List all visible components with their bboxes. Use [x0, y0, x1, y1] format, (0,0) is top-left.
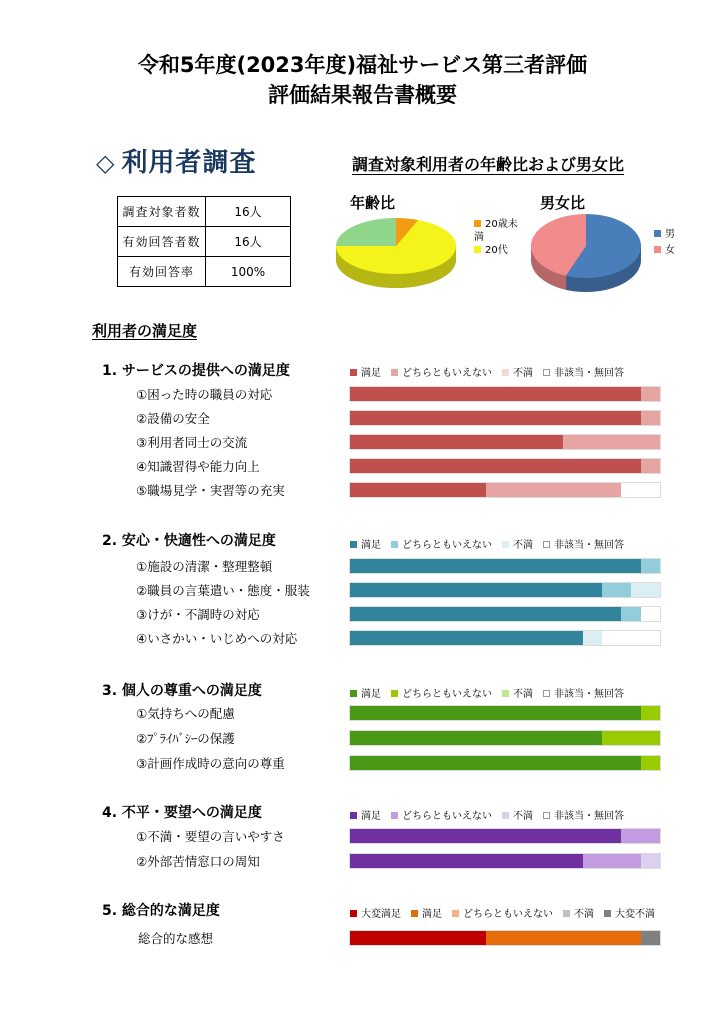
legend-item — [391, 811, 492, 822]
legend-item — [452, 909, 553, 920]
item-label: ②ﾌﾟﾗｲﾊﾞｼｰの保護 — [136, 731, 235, 746]
legend-label: 満足 — [361, 368, 381, 379]
legend-label: 20代 — [485, 245, 508, 256]
item-label: ①気持ちへの配慮 — [136, 706, 235, 721]
item-label: ③けが・不調時の対応 — [136, 607, 260, 622]
item-label: 総合的な感想 — [138, 931, 214, 946]
bar-segment-どちらともいえない — [602, 583, 631, 597]
legend-label: どちらともいえない — [402, 368, 492, 379]
legend-label: 不満 — [574, 909, 594, 920]
legend-label: どちらともいえない — [402, 540, 492, 551]
item-label: ②設備の安全 — [136, 411, 210, 426]
bar-segment-満足 — [350, 459, 641, 473]
legend-label: 不満 — [513, 811, 533, 822]
legend-item — [502, 811, 533, 822]
legend-item — [350, 811, 381, 822]
bar-segment-満足 — [350, 829, 621, 843]
legend-swatch — [654, 246, 661, 253]
item-label: ①困った時の職員の対応 — [136, 387, 273, 402]
section-title-text: 利用者調査 — [121, 148, 257, 178]
legend-item — [604, 909, 655, 920]
item-label: ②職員の言葉遣い・態度・服装 — [136, 583, 310, 598]
stacked-bar — [349, 386, 661, 402]
stacked-bar — [349, 853, 661, 869]
bar-segment-満足 — [350, 731, 602, 745]
stats-label: 調査対象者数 — [118, 197, 206, 227]
stats-value: 100% — [206, 257, 291, 287]
legend-label: 不満 — [513, 540, 533, 551]
stacked-bar — [349, 755, 661, 771]
legend-swatch — [543, 690, 550, 697]
legend-swatch — [350, 910, 357, 917]
legend-swatch — [502, 690, 509, 697]
legend-item — [350, 368, 381, 379]
stats-label: 有効回答者数 — [118, 227, 206, 257]
stacked-bar — [349, 705, 661, 721]
stacked-bar — [349, 582, 661, 598]
legend-item — [543, 368, 624, 379]
legend-swatch — [502, 541, 509, 548]
legend-swatch — [474, 220, 481, 227]
legend-label: 満足 — [361, 811, 381, 822]
legend-item — [411, 909, 442, 920]
legend-item — [502, 689, 533, 700]
legend-item — [502, 540, 533, 551]
item-label: ④いさかい・いじめへの対応 — [136, 631, 298, 646]
pie-slice-(未表示) — [336, 218, 396, 246]
legend-label: 満足 — [422, 909, 442, 920]
bar-segment-非該当・無回答 — [621, 483, 660, 497]
legend-item — [654, 244, 675, 257]
bar-segment-どちらともいえない — [641, 387, 660, 401]
legend-label: 男 — [665, 229, 675, 240]
stats-row — [118, 257, 291, 287]
legend-label: 非該当・無回答 — [554, 540, 624, 551]
legend-swatch — [452, 910, 459, 917]
stats-row — [118, 227, 291, 257]
legend-label: 非該当・無回答 — [554, 811, 624, 822]
legend-item — [543, 540, 624, 551]
stacked-bar — [349, 930, 661, 946]
item-label: ④知識習得や能力向上 — [136, 459, 260, 474]
age-pie-legend — [474, 218, 524, 257]
bar-segment-どちらともいえない — [602, 731, 660, 745]
charts-title: 調査対象利用者の年齢比および男女比 — [351, 155, 624, 174]
legend-item — [350, 540, 381, 551]
item-label: ②外部苦情窓口の周知 — [136, 854, 260, 869]
stats-row — [118, 197, 291, 227]
legend-label: 非該当・無回答 — [554, 368, 624, 379]
stacked-bar — [349, 458, 661, 474]
item-label: ③利用者同士の交流 — [136, 435, 248, 450]
bar-segment-満足 — [350, 706, 641, 720]
legend-label: 大変満足 — [361, 909, 401, 920]
legend-label: 20歳未満 — [474, 219, 518, 243]
item-label: ③計画作成時の意向の尊重 — [136, 756, 285, 771]
legend-swatch — [391, 690, 398, 697]
legend-item — [474, 218, 524, 244]
bar-legend — [350, 685, 634, 700]
stacked-bar — [349, 434, 661, 450]
legend-item — [543, 811, 624, 822]
legend-swatch — [502, 369, 509, 376]
stacked-bar — [349, 828, 661, 844]
bar-segment-満足 — [350, 854, 583, 868]
item-label: ⑤職場見学・実習等の充実 — [136, 483, 285, 498]
bar-segment-どちらともいえない — [563, 435, 660, 449]
report-title-line1: 令和5年度(2023年度)福祉サービス第三者評価 — [137, 53, 588, 77]
stacked-bar — [349, 558, 661, 574]
legend-label: 女 — [665, 245, 675, 256]
group-title: 2. 安心・快適性への満足度 — [102, 533, 276, 549]
stacked-bar — [349, 630, 661, 646]
legend-swatch — [391, 369, 398, 376]
bar-segment-満足 — [350, 631, 583, 645]
legend-swatch — [543, 541, 550, 548]
legend-label: どちらともいえない — [402, 689, 492, 700]
gender-pie-chart — [528, 212, 648, 297]
age-pie-chart — [332, 212, 462, 297]
bar-legend — [350, 807, 634, 822]
legend-item — [543, 689, 624, 700]
bar-segment-満足 — [350, 483, 486, 497]
bar-segment-大変満足 — [350, 931, 486, 945]
stacked-bar — [349, 410, 661, 426]
stats-label: 有効回答率 — [118, 257, 206, 287]
legend-item — [391, 368, 492, 379]
bar-segment-不満 — [583, 631, 602, 645]
group-title: 1. サービスの提供への満足度 — [102, 363, 290, 379]
legend-item — [391, 540, 492, 551]
bar-segment-満足 — [486, 931, 641, 945]
legend-swatch — [350, 690, 357, 697]
bar-segment-大変不満 — [641, 931, 660, 945]
legend-label: 非該当・無回答 — [554, 689, 624, 700]
bar-segment-どちらともいえない — [641, 559, 660, 573]
bar-segment-不満 — [631, 583, 660, 597]
bar-segment-どちらともいえない — [641, 459, 660, 473]
bar-segment-どちらともいえない — [486, 483, 622, 497]
legend-label: 不満 — [513, 689, 533, 700]
group-title: 3. 個人の尊重への満足度 — [102, 683, 262, 699]
bar-segment-満足 — [350, 607, 621, 621]
legend-swatch — [411, 910, 418, 917]
legend-item — [654, 228, 675, 241]
item-label: ①不満・要望の言いやすさ — [136, 829, 285, 844]
bar-segment-満足 — [350, 583, 602, 597]
legend-item — [563, 909, 594, 920]
bar-segment-どちらともいえない — [621, 829, 660, 843]
legend-item — [350, 689, 381, 700]
stats-value: 16人 — [206, 227, 291, 257]
legend-label: 不満 — [513, 368, 533, 379]
legend-label: 満足 — [361, 689, 381, 700]
legend-label: どちらともいえない — [402, 811, 492, 822]
legend-swatch — [654, 230, 661, 237]
stacked-bar — [349, 606, 661, 622]
subsection-title: 利用者の満足度 — [92, 322, 198, 340]
bar-legend — [350, 536, 634, 551]
item-label: ①施設の清潔・整理整頓 — [136, 559, 273, 574]
legend-swatch — [350, 812, 357, 819]
legend-swatch — [391, 541, 398, 548]
report-title-line2: 評価結果報告書概要 — [268, 83, 457, 107]
bar-segment-不満 — [641, 854, 660, 868]
gender-pie-title: 男女比 — [540, 194, 586, 212]
survey-stats-table — [117, 196, 291, 287]
bar-segment-どちらともいえない — [583, 854, 641, 868]
legend-swatch — [350, 369, 357, 376]
bar-segment-満足 — [350, 387, 641, 401]
legend-swatch — [391, 812, 398, 819]
bar-segment-満足 — [350, 411, 641, 425]
legend-label: 満足 — [361, 540, 381, 551]
legend-swatch — [604, 910, 611, 917]
bar-segment-満足 — [350, 435, 563, 449]
legend-item — [474, 244, 524, 257]
legend-swatch — [543, 812, 550, 819]
stacked-bar — [349, 482, 661, 498]
stats-value: 16人 — [206, 197, 291, 227]
group-title: 5. 総合的な満足度 — [102, 903, 220, 919]
bar-segment-非該当・無回答 — [602, 631, 660, 645]
bar-segment-満足 — [350, 559, 641, 573]
bar-segment-どちらともいえない — [641, 411, 660, 425]
stacked-bar — [349, 730, 661, 746]
legend-swatch — [502, 812, 509, 819]
legend-swatch — [543, 369, 550, 376]
age-pie-title: 年齢比 — [350, 194, 396, 212]
bar-segment-非該当・無回答 — [641, 607, 660, 621]
bar-segment-どちらともいえない — [621, 607, 640, 621]
bar-segment-どちらともいえない — [641, 756, 660, 770]
gender-pie-legend — [654, 228, 675, 257]
legend-item — [391, 689, 492, 700]
legend-label: どちらともいえない — [463, 909, 553, 920]
section-title — [96, 142, 256, 179]
bar-segment-満足 — [350, 756, 641, 770]
group-title: 4. 不平・要望への満足度 — [102, 805, 262, 821]
legend-swatch — [474, 246, 481, 253]
diamond-icon: ◇ — [96, 149, 116, 177]
legend-item — [502, 368, 533, 379]
legend-item — [350, 909, 401, 920]
legend-swatch — [350, 541, 357, 548]
bar-segment-どちらともいえない — [641, 706, 660, 720]
bar-legend — [350, 364, 634, 379]
legend-label: 大変不満 — [615, 909, 655, 920]
bar-legend — [350, 905, 665, 920]
legend-swatch — [563, 910, 570, 917]
